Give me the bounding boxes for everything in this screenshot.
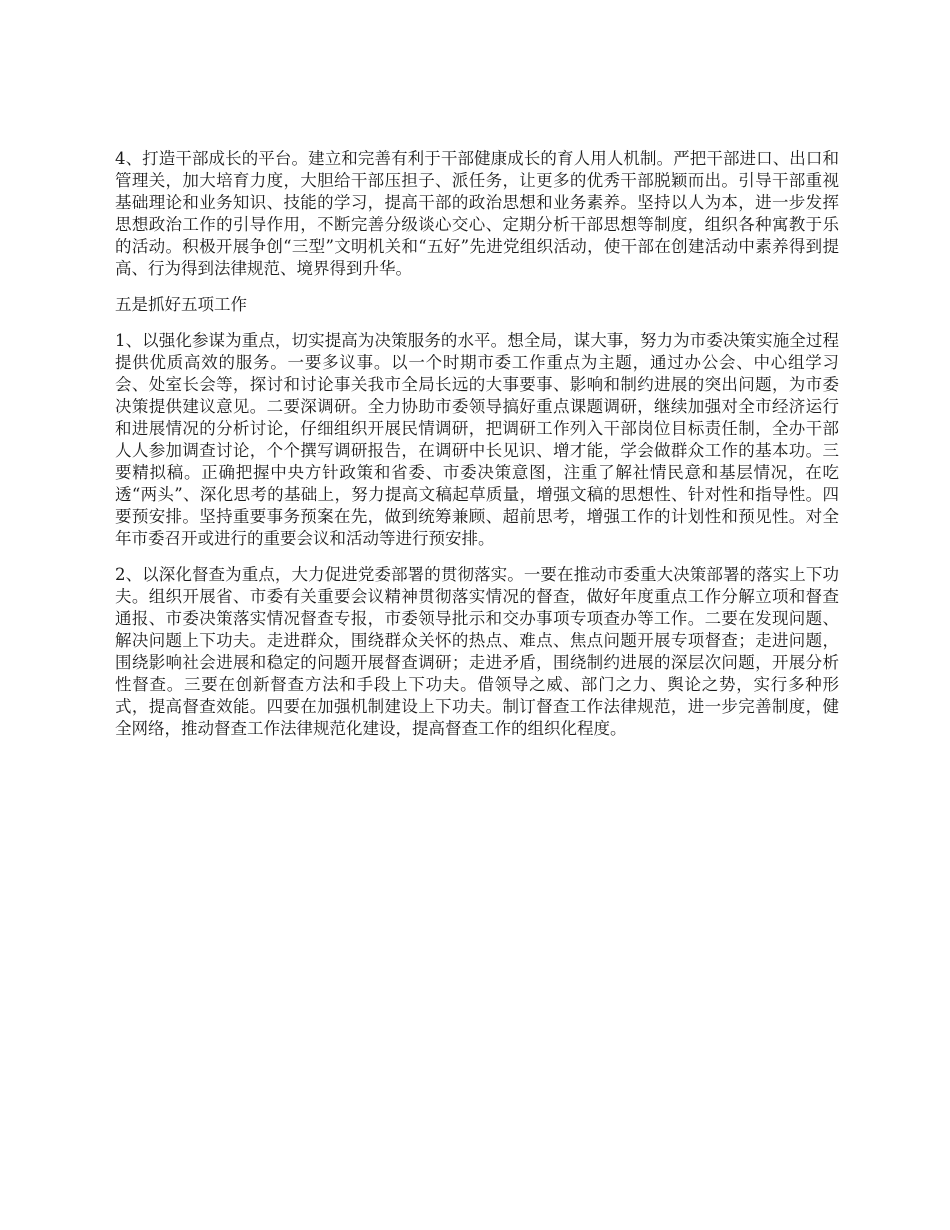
paragraph-strengthen-advisory: 1、以强化参谋为重点，切实提高为决策服务的水平。想全局，谋大事，努力为市委决策实施全过程提供优质高效的服务。一要多议事。以一个时期市委工作重点为主题，通过办公会、中心组学习会、处室长会等，探讨和讨论事关我市全局长远的大事要事、影响和制约进展的突出问题，为市委决策提供建议意见。二要深调研。全力协助市委领导搞好重点课题调研，继续加强对全市经济运行和进展情况的分析讨论，仔细组织开展民情调研，把调研工作列入干部岗位目标责任制，全办干部人人参加调查讨论，个个撰写调研报告，在调研中长见识、增才能，学会做群众工作的基本功。三要精拟稿。正确把握中央方针政策和省委、市委决策意图，注重了解社情民意和基层情况，在吃透“两头”、深化思考的基础上，努力提高文稿起草质量，增强文稿的思想性、针对性和指导性。四要预安排。坚持重要事务预案在先，做到统筹兼顾、超前思考，增强工作的计划性和预见性。对全年市委召开或进行的重要会议和活动等进行预安排。: [115, 331, 839, 548]
section-heading-five-tasks: 五是抓好五项工作: [115, 295, 247, 314]
paragraph-deepen-supervision: 2、以深化督查为重点，大力促进党委部署的贯彻落实。一要在推动市委重大决策部署的落实上下功夫。组织开展省、市委有关重要会议精神贯彻落实情况的督查，做好年度重点工作分解立项和督查通报、市委决策落实情况督查专报，市委领导批示和交办事项专项查办等工作。二要在发现问题、解决问题上下功夫。走进群众，围绕群众关怀的热点、难点、焦点问题开展专项督查；走进问题，围绕影响社会进展和稳定的问题开展督查调研；走进矛盾，围绕制约进展的深层次问题，开展分析性督查。三要在创新督查方法和手段上下功夫。借领导之威、部门之力、舆论之势，实行多种形式，提高督查效能。四要在加强机制建设上下功夫。制订督查工作法律规范，进一步完善制度，健全网络，推动督查工作法律规范化建设，提高督查工作的组织化程度。: [115, 565, 839, 738]
document-body: [115, 148, 839, 754]
paragraph-cadre-growth-platform: 4、打造干部成长的平台。建立和完善有利于干部健康成长的育人用人机制。严把干部进口、出口和管理关，加大培育力度，大胆给干部压担子、派任务，让更多的优秀干部脱颖而出。引导干部重视基础理论和业务知识、技能的学习，提高干部的政治思想和业务素养。坚持以人为本，进一步发挥思想政治工作的引导作用，不断完善分级谈心交心、定期分析干部思想等制度，组织各种寓教于乐的活动。积极开展争创“三型”文明机关和“五好”先进党组织活动，使干部在创建活动中素养得到提高、行为得到法律规范、境界得到升华。: [115, 149, 839, 278]
